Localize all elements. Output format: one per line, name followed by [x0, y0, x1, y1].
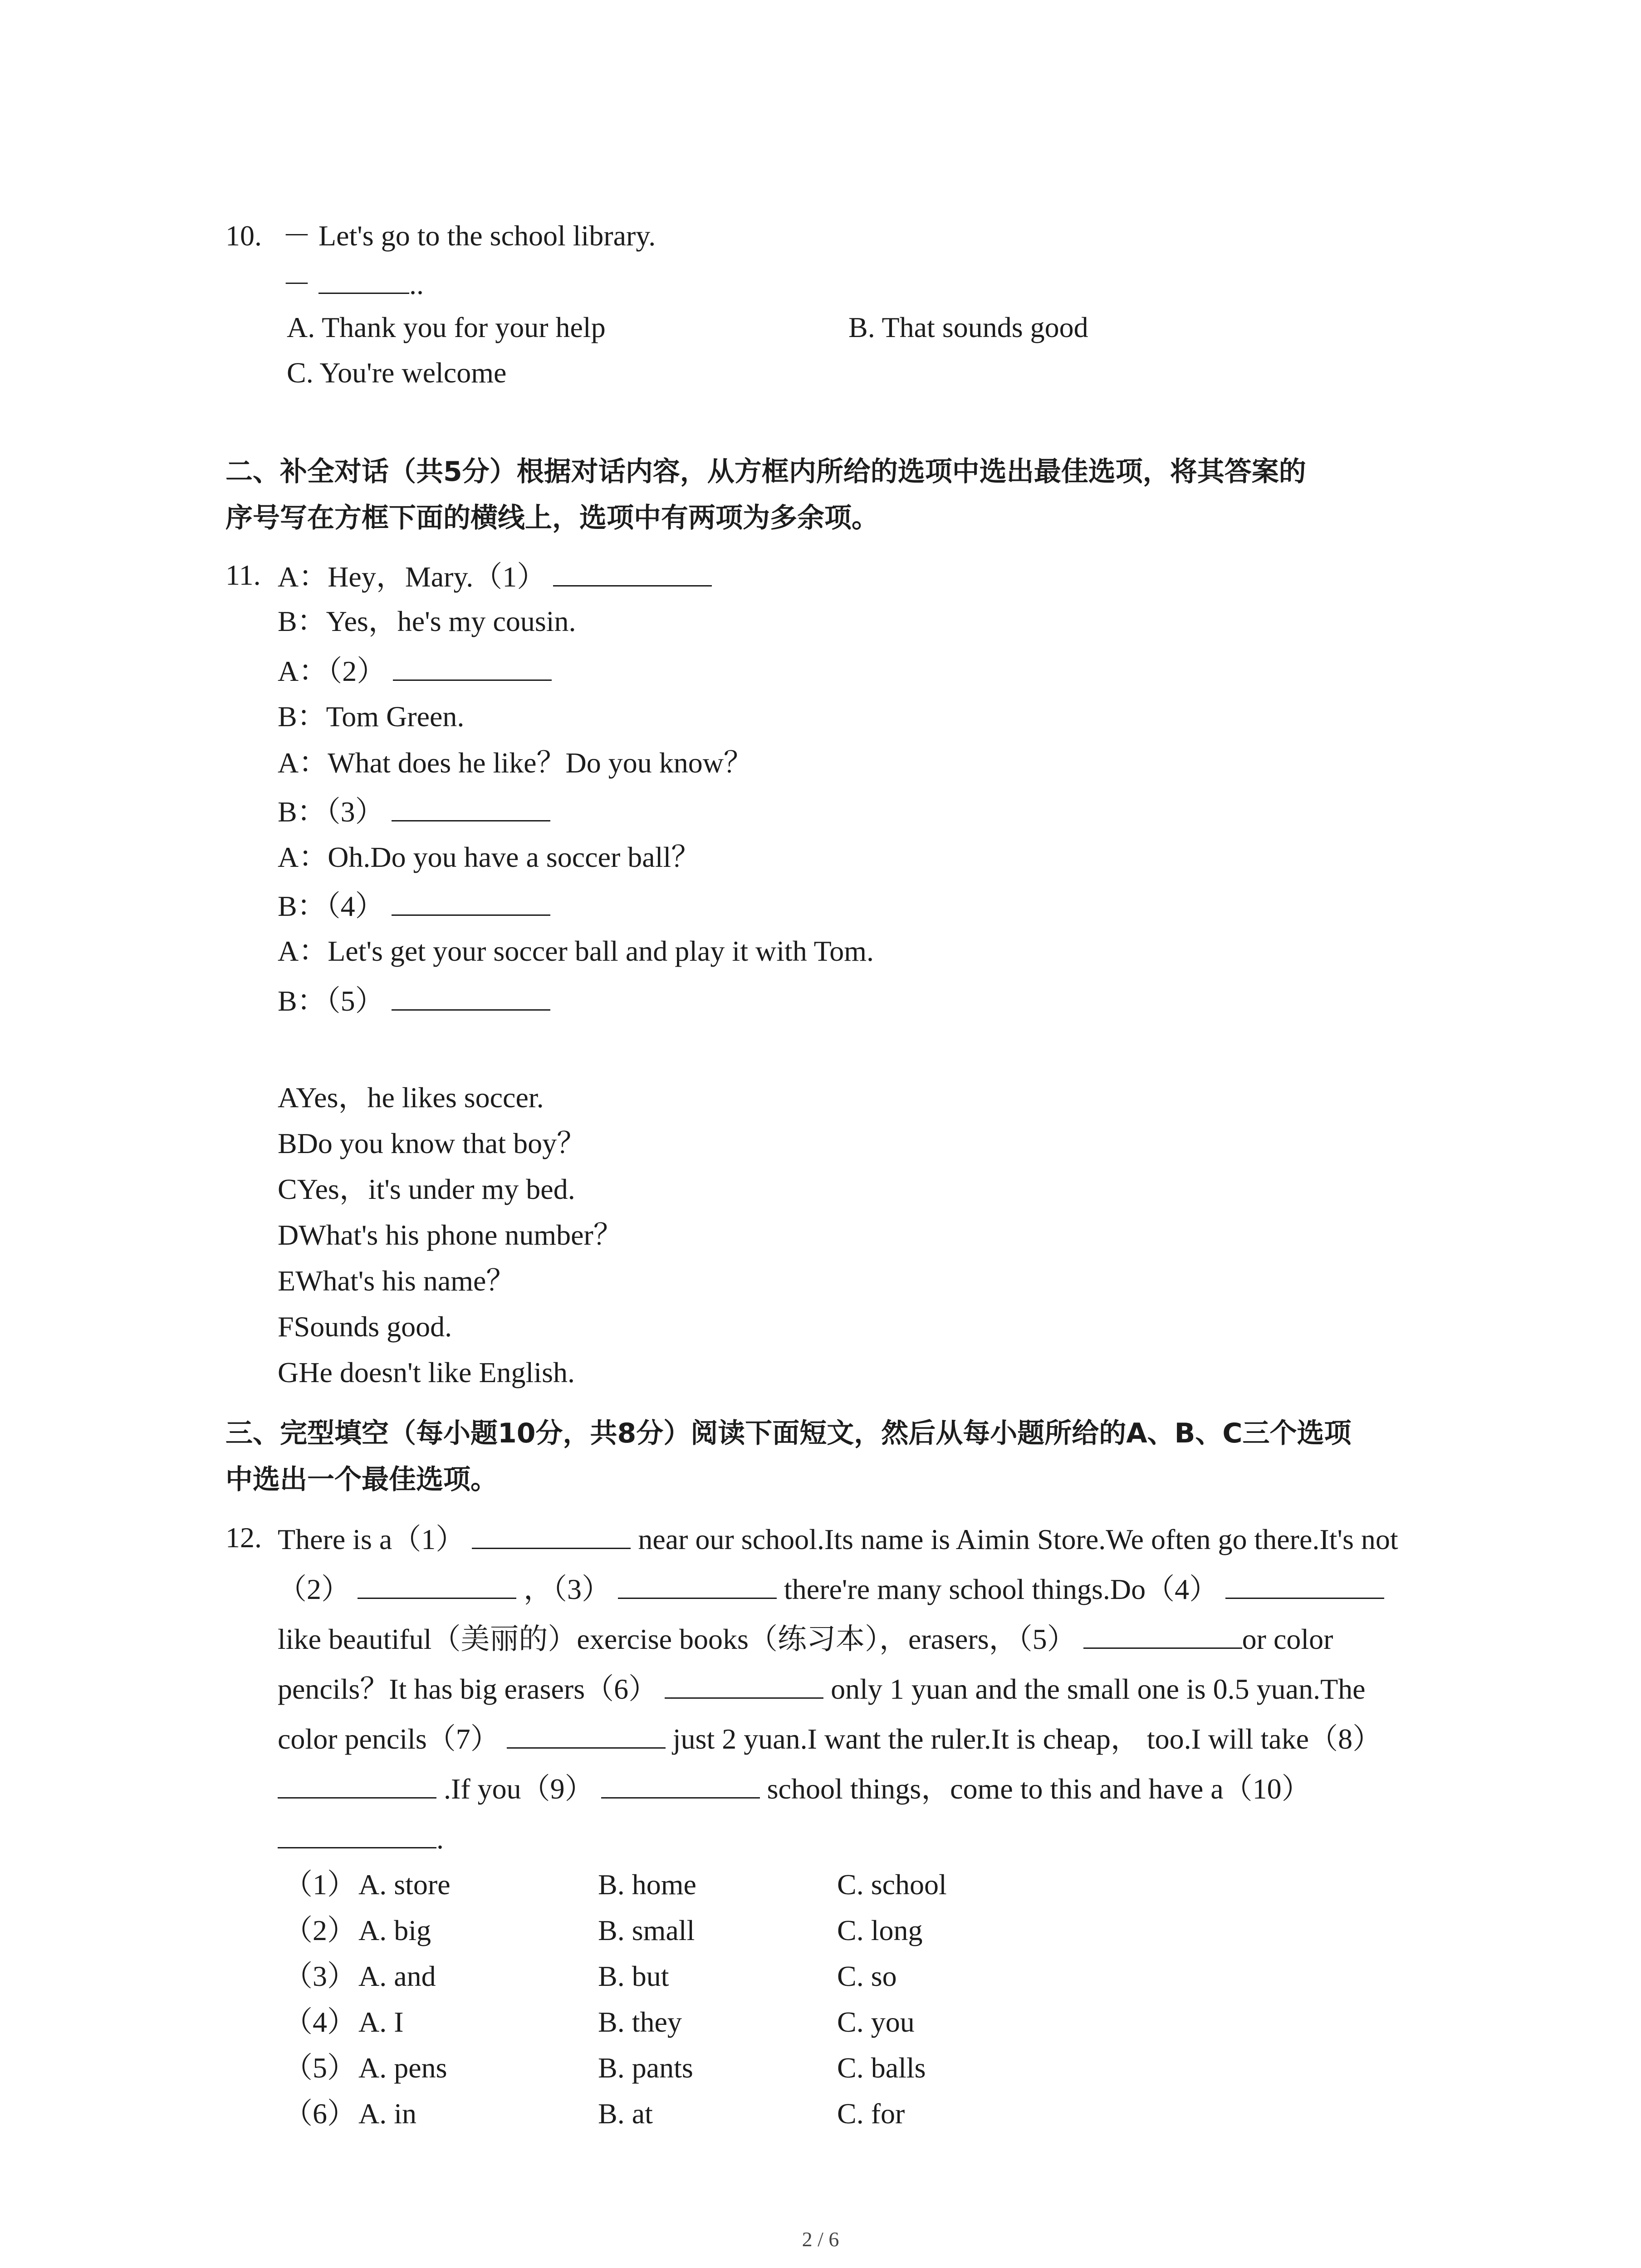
choice-item: AYes，he likes soccer.: [278, 1081, 544, 1114]
passage-text: .: [436, 1823, 444, 1855]
dialogue-text: B：（5）: [278, 985, 384, 1017]
question-10-option-c: C. You're welcome: [287, 357, 507, 389]
passage-text: or color: [1242, 1623, 1333, 1655]
passage-text: just 2 yuan.I want the ruler.It is cheap， too.I will take（8）: [672, 1723, 1382, 1755]
dialogue-line: [278, 603, 576, 640]
question-10-option-a: A. Thank you for your help: [287, 311, 606, 343]
dialogue-line: [278, 745, 753, 781]
option-number: （5）: [284, 2052, 356, 2084]
passage-text: ，（3）: [524, 1573, 611, 1605]
passage-text: color pencils（7）: [278, 1723, 500, 1755]
passage-line-5: [278, 1719, 1381, 1757]
passage-line-1: [278, 1520, 1398, 1558]
blank-4[interactable]: [1225, 1569, 1384, 1599]
dialogue-line: [278, 792, 550, 830]
blank-5[interactable]: [1083, 1619, 1242, 1649]
dialogue-text: A：Let's get your soccer ball and play it with Tom.: [278, 935, 874, 967]
page-number: 2 / 6: [802, 2228, 839, 2251]
choice-item: GHe doesn't like English.: [278, 1356, 575, 1388]
option-number: （2）: [284, 1914, 356, 1946]
option-c[interactable]: C. so: [837, 1960, 897, 1992]
option-b[interactable]: B. they: [598, 2006, 682, 2038]
option-number: （4）: [284, 2006, 356, 2038]
dialogue-line: [278, 933, 874, 969]
dialogue-line: [278, 557, 712, 595]
passage-text: school things，come to this and have a（10）: [767, 1773, 1311, 1805]
blank-10[interactable]: [278, 1819, 436, 1848]
option-c[interactable]: C. long: [837, 1914, 923, 1946]
choice-item: DWhat's his phone number？: [278, 1219, 622, 1251]
option-b[interactable]: B. home: [598, 1868, 696, 1901]
question-10-option-b: B. That sounds good: [848, 311, 1088, 343]
dialogue-text: B：Yes，he's my cousin.: [278, 605, 576, 637]
option-c[interactable]: C. you: [837, 2006, 915, 2038]
passage-text: near our school.Its name is Aimin Store.We often go there.It's not: [638, 1523, 1398, 1555]
passage-text: there're many school things.Do（4）: [784, 1573, 1219, 1605]
passage-line-3: [278, 1619, 1333, 1657]
choice-item: CYes，it's under my bed.: [278, 1173, 575, 1205]
reply-dash: －: [282, 268, 311, 300]
choice-item: EWhat's his name？: [278, 1265, 515, 1297]
option-c[interactable]: C. balls: [837, 2052, 926, 2084]
passage-line-2: [278, 1569, 1384, 1608]
answer-blank[interactable]: [318, 264, 409, 294]
answer-blank[interactable]: [553, 557, 712, 587]
option-a[interactable]: A. in: [358, 2097, 416, 2130]
option-c[interactable]: C. for: [837, 2097, 905, 2130]
choice-item: BDo you know that boy？: [278, 1127, 586, 1159]
question-11-number: 11.: [225, 559, 261, 591]
blank-3[interactable]: [618, 1569, 777, 1599]
option-b[interactable]: B. small: [598, 1914, 695, 1946]
passage-line-6: [278, 1769, 1311, 1807]
passage-text: .If you（9）: [444, 1773, 594, 1805]
dialogue-line: [278, 886, 550, 924]
passage-text: There is a（1）: [278, 1523, 465, 1555]
choice-item: FSounds good.: [278, 1310, 452, 1343]
option-c[interactable]: C. school: [837, 1868, 947, 1901]
dialogue-text: B：（4）: [278, 890, 384, 922]
option-a[interactable]: A. pens: [358, 2052, 447, 2084]
question-12-number: 12.: [225, 1521, 262, 1554]
option-b[interactable]: B. but: [598, 1960, 669, 1992]
answer-blank[interactable]: [392, 886, 550, 916]
section-3-heading-line-1: 三、完型填空（每小题10分，共8分）阅读下面短文，然后从每小题所给的A、B、C三个选项: [225, 1418, 1352, 1449]
question-10-number: 10.: [225, 220, 262, 252]
blank-7[interactable]: [507, 1719, 666, 1749]
option-a[interactable]: A. and: [358, 1960, 436, 1992]
reply-end: ..: [409, 268, 424, 300]
passage-text: （2）: [278, 1573, 350, 1605]
dialogue-line: [278, 699, 464, 735]
dialogue-text: B：（3）: [278, 796, 384, 828]
dialogue-text: A：（2）: [278, 655, 386, 687]
dialogue-text: A：Hey，Mary.（1）: [278, 561, 546, 593]
blank-1[interactable]: [472, 1520, 631, 1549]
section-2-heading-line-1: 二、补全对话（共5分）根据对话内容，从方框内所给的选项中选出最佳选项，将其答案的: [225, 456, 1306, 488]
blank-6[interactable]: [665, 1669, 823, 1699]
blank-2[interactable]: [358, 1569, 516, 1599]
passage-line-7: [278, 1819, 444, 1857]
option-a[interactable]: A. store: [358, 1868, 451, 1901]
dialogue-line: [278, 839, 700, 875]
option-a[interactable]: A. I: [358, 2006, 404, 2038]
answer-blank[interactable]: [393, 651, 552, 681]
option-b[interactable]: B. at: [598, 2097, 653, 2130]
answer-blank[interactable]: [392, 792, 550, 821]
option-number: （6）: [284, 2097, 356, 2130]
dialogue-text: A：What does he like？Do you know？: [278, 747, 753, 779]
blank-9[interactable]: [601, 1769, 760, 1799]
question-10-reply: [282, 264, 424, 303]
passage-text: like beautiful（美丽的）exercise books（练习本），erasers，（5）: [278, 1623, 1076, 1655]
option-a[interactable]: A. big: [358, 1914, 431, 1946]
passage-text: pencils？It has big erasers（6）: [278, 1673, 658, 1705]
dialogue-line: [278, 981, 550, 1019]
option-number: （3）: [284, 1960, 356, 1992]
option-b[interactable]: B. pants: [598, 2052, 693, 2084]
dialogue-text: A：Oh.Do you have a soccer ball？: [278, 841, 700, 873]
dialogue-line: [278, 651, 552, 689]
passage-line-4: [278, 1669, 1366, 1707]
answer-blank[interactable]: [392, 981, 550, 1011]
blank-8[interactable]: [278, 1769, 436, 1799]
option-number: （1）: [284, 1868, 356, 1901]
dialogue-text: B：Tom Green.: [278, 700, 465, 733]
question-10-prompt: － Let's go to the school library.: [282, 220, 656, 252]
passage-text: only 1 yuan and the small one is 0.5 yuan.The: [831, 1673, 1366, 1705]
section-3-heading-line-2: 中选出一个最佳选项。: [225, 1464, 498, 1496]
section-2-heading-line-2: 序号写在方框下面的横线上，选项中有两项为多余项。: [225, 502, 879, 534]
